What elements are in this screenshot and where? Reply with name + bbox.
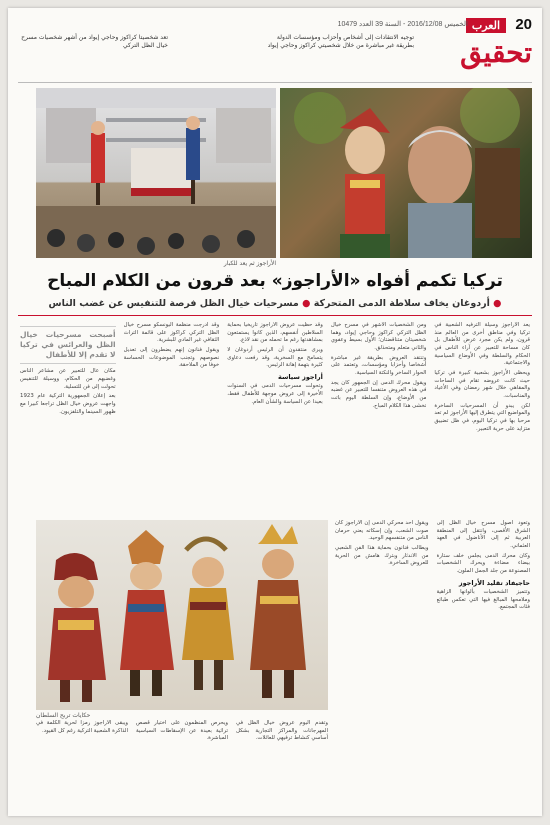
paragraph: بعد إعلان الجمهورية التركية عام 1923 واجهت عروض خيال الظل تراجعا كبيرا مع ظهور السينما والتلفزيون. [20, 393, 116, 415]
section-title: تحقيق [460, 36, 532, 69]
body-columns-bottom [36, 720, 328, 806]
puppet-show-photo [36, 88, 276, 258]
puppeteer-illustration [280, 88, 532, 258]
body-columns-lower [335, 520, 530, 804]
paragraph: مكان عال للتعبير عن مشاعر الناس وغضبهم من الحكام، ووسيلة للتنفيس تحولت إلى فن للتسلية. [20, 368, 116, 390]
text-column-10: ويبقى الأراجوز رمزا لحرية الكلمة في الذاكرة الشعبية التركية رغم كل القيود. [36, 720, 128, 734]
page-number: 20 [515, 16, 532, 33]
paragraph: وتحولت مسرحيات الدمى في السنوات الأخيرة إلى عروض موجهة للأطفال فقط، بعيدا عن السياسة والشأن العام. [227, 383, 323, 405]
paragraph: يعد الأراجوز وسيلة الترفيه الشعبية في تركيا وفي مناطق أخرى من العالم منذ قرون، ولم يكن مجرد عرض للأطفال بل كان مساحة للتعبير عن آراء الناس في الحكام والسلطة وفي الأوضاع السياسية والاجتماعية. [434, 322, 530, 367]
puppet-show-illustration [36, 88, 276, 258]
page-header [18, 16, 532, 78]
text-column-7 [335, 520, 429, 804]
paragraph: ويرى منتقدون أن الرئيس أردوغان لا يتسامح مع السخرية، وقد رفعت دعاوى كثيرة بتهمة إهانة الرئيس. [227, 347, 323, 369]
paragraph: وتتميز الشخصيات بألوانها الزاهية وملامحها المبالغ فيها التي تعكس طبائع فئات المجتمع. [436, 588, 530, 611]
body-columns-upper [20, 322, 530, 518]
text-column-4 [124, 322, 220, 518]
subheadline-part-a: أردوغان يخاف سلاطة الدمى المتحركة [313, 298, 490, 309]
paragraph: وتنتقد العروض بطريقة غير مباشرة أشخاصا وأحزابا ومؤسسات، وتعتمد على الحوار الساخر والنكتة السياسية. [330, 354, 427, 377]
paragraph: وقد أدرجت منظمة اليونسكو مسرح خيال الظل التركي كراكوز على قائمة التراث الثقافي غير المادي للبشرية. [123, 322, 220, 344]
text-column-1 [434, 322, 530, 518]
header-rule [18, 82, 532, 83]
article-headline: تركيا تكمم أفواه «الأراجوز» بعد قرون من الكلام المباح [47, 271, 503, 291]
paragraph: ويقول أحد محركي الدمى إن الأراجوز كان صوت الشعب، وإن إسكاته يعني حرمان الناس من متنفسهم الوحيد. [335, 520, 429, 542]
shadow-puppets-photo [36, 520, 328, 710]
pull-quote: أصبحت مسرحيات خيال الظل والعرائس في تركيا لا تقدم إلا للأطفال [20, 326, 116, 364]
shadow-puppets-illustration [36, 520, 328, 710]
article-subheadline [18, 298, 532, 309]
text-column-9: ويحرص المنظمون على اختيار قصص تراثية بعيدة عن الإسقاطات السياسية المباشرة. [136, 720, 228, 742]
paragraph: وكان محرك الدمى يجلس خلف ستارة بيضاء مضاءة ويحرك الشخصيات المصنوعة من جلد الجمل الملون. [436, 552, 530, 575]
dateline: الخميس 2016/12/08 - السنة 39 العدد 10479 [337, 21, 468, 28]
bullet-icon: ● [493, 298, 502, 309]
section-subhead: حاجيفاد تقليد الأراجوز [458, 578, 530, 587]
paragraph: وقد حظيت عروض الأراجوز تاريخيا بحماية السلاطين أنفسهم، الذين كانوا يستمتعون بمشاهدتها رغم ما تحمله من نقد لاذع. [227, 322, 323, 344]
paragraph: ويقول فنانون إنهم يضطرون إلى تعديل نصوصهم وتجنب الموضوعات الحساسة خوفا من الملاحقة. [123, 347, 220, 369]
newspaper-page [8, 8, 542, 816]
text-column-6 [437, 520, 531, 804]
text-column-8: وتقدم اليوم عروض خيال الظل في المهرجانات والمراكز التجارية بشكل أساسي كنشاط ترفيهي للعائلات. [236, 720, 328, 742]
paragraph: ومن الشخصيات الأشهر في مسرح خيال الظل التركي كراكوز وحاجي إيواد، وهما شخصيتان متناقضتان؛ الأول بسيط وعفوي والثاني متعلم ومتحذلق. [330, 322, 427, 352]
text-column-2 [331, 322, 427, 518]
puppeteer-photo [280, 88, 532, 258]
bullet-icon: ● [302, 298, 311, 309]
left-photo-credit: الأراجوز ثم يعد للكبار [223, 260, 276, 267]
paragraph: ويحظى الأراجوز بشعبية كبيرة في تركيا حيث كانت عروضه تقام في الساحات والمقاهي خلال شهر رمضان وفي الأعياد والمناسبات. [434, 370, 530, 400]
bottom-photo-credit: حكايات تربح السلطان [36, 712, 91, 719]
subheadline-part-b: مسرحيات خيال الظل فرصة للتنفيس عن غضب الناس [48, 298, 299, 309]
text-column-3 [227, 322, 323, 518]
header-teaser-2: تعد شخصيتا كراكوز وحاجي إيواد من أشهر شخصيات مسرح خيال الظل التركي [21, 34, 168, 50]
paragraph: ويقول محرك الدمى إن الجمهور كان يجد في هذه العروض متنفسا للتعبير عن غضبه من الأوضاع، وإن السلطة اليوم باتت تخشى هذا الكلام المباح. [330, 379, 427, 409]
newspaper-logo: العرب [466, 18, 506, 33]
header-teaser-1: توجيه الانتقادات إلى أشخاص وأحزاب ومؤسسات الدولة بطريقة غير مباشرة من خلال شخصيتي كراكوز وحاجي إيواد [267, 34, 414, 50]
section-subhead: أراجوز سياسة [278, 373, 323, 382]
headline-rule [18, 315, 532, 316]
paragraph: ويطالب فنانون بحماية هذا الفن الشعبي من الاندثار وبترك هامش من الحرية للعروض الساخرة. [335, 545, 429, 567]
paragraph: لكن يبدو أن المسرحيات الساخرة والمواضيع التي يتطرق إليها الأراجوز لم تعد مرحبا بها في تركيا اليوم، في ظل تضييق متزايد على حرية التعبير. [434, 402, 530, 432]
text-column-5 [20, 322, 116, 518]
paragraph: وتعود أصول مسرح خيال الظل إلى الشرق الأقصى، وانتقل إلى المنطقة العربية ثم إلى الأناضول في العهد العثماني. [436, 520, 530, 550]
